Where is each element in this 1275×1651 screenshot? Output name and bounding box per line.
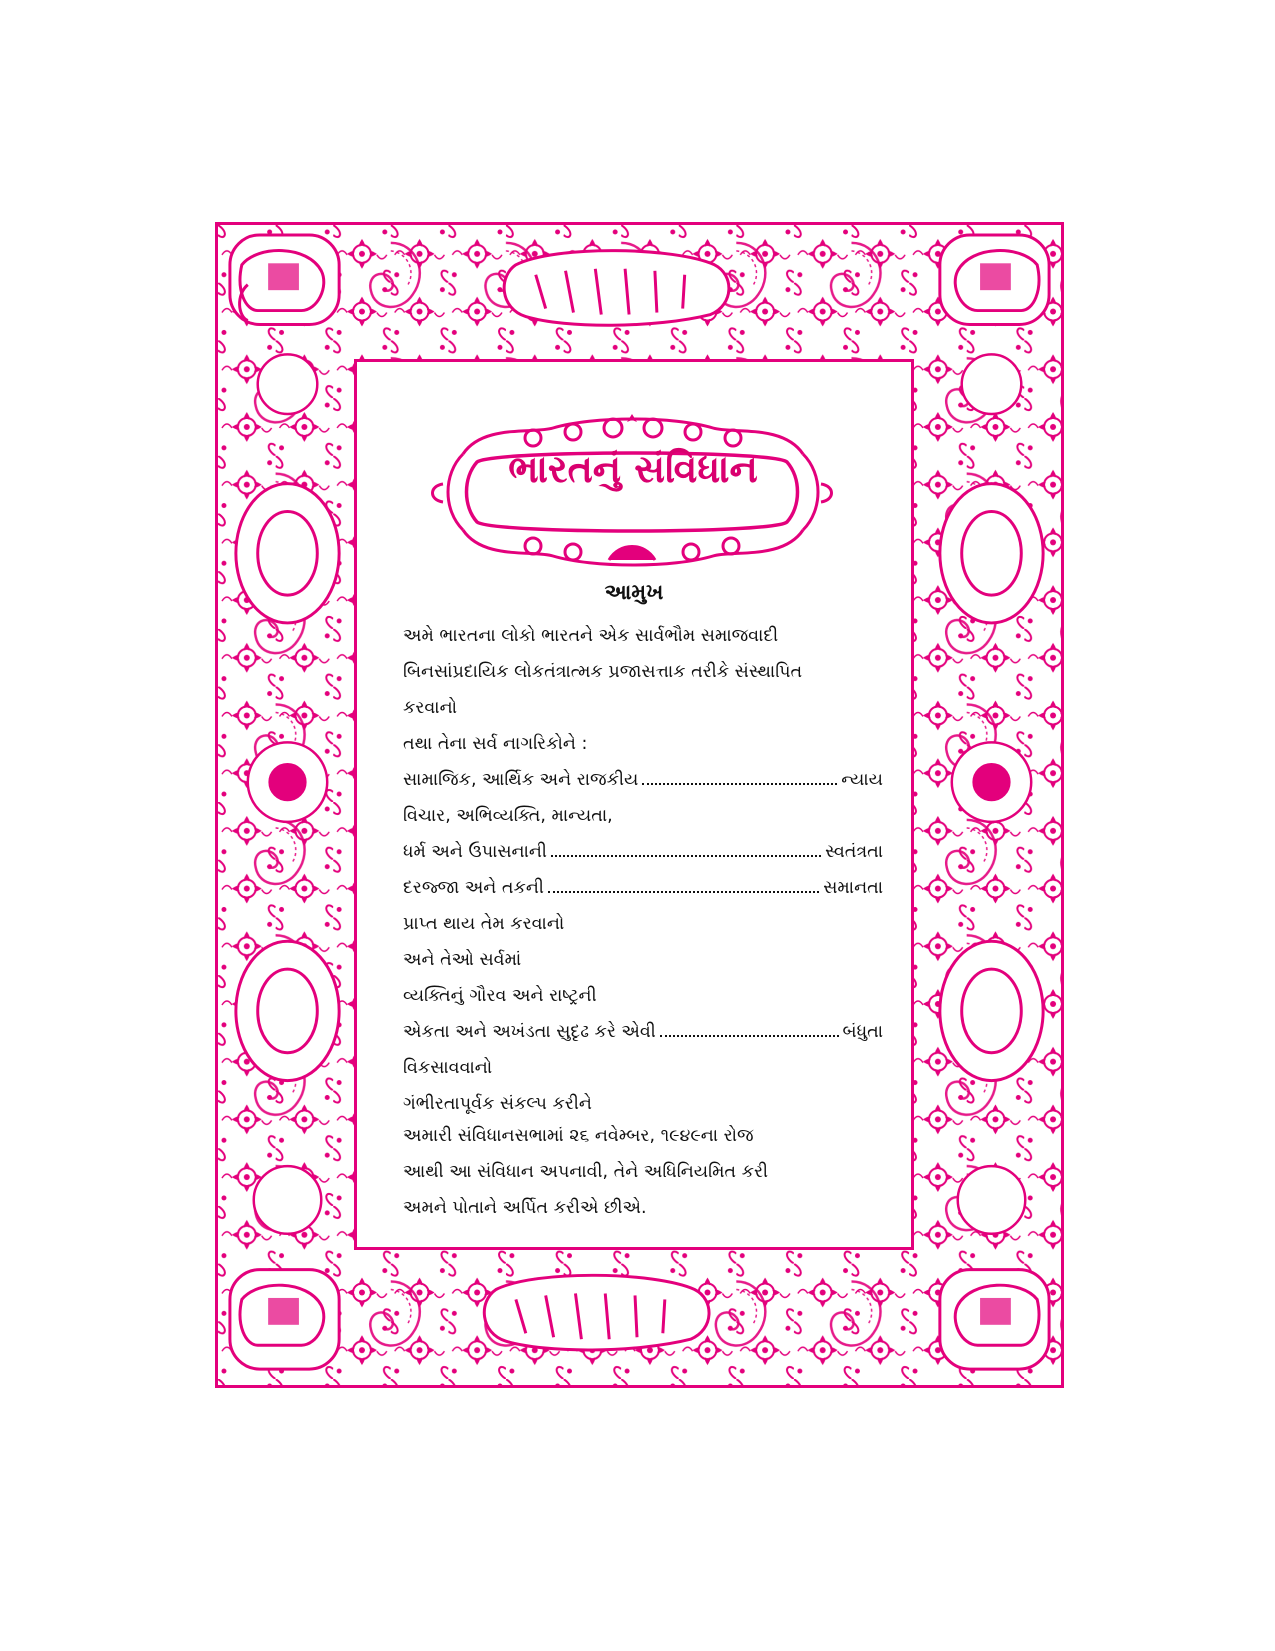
preamble-line: બિનસાંપ્રદાયિક લોકતંત્રાત્મક પ્રજાસત્તાક તરીકે સંસ્થાપિત <box>403 662 803 682</box>
preamble-line: અને તેઓ સર્વમાં <box>403 950 522 970</box>
ideal-term: બંધુતા <box>842 1022 883 1042</box>
ideal-thought: વિચાર, અભિવ્યક્તિ, માન્યતા, <box>403 806 613 826</box>
preamble-text <box>403 618 883 1122</box>
closing-line: અમારી સંવિધાનસભામાં ૨૬ નવેમ્બર, ૧૯૪૯ના રોજ <box>403 1126 754 1146</box>
ideal-lead: સામાજિક, આર્થિક અને રાજકીય <box>403 770 639 790</box>
preamble-line: ગંભીરતાપૂર્વક સંકલ્પ કરીને <box>403 1094 592 1114</box>
dotted-leader <box>642 783 837 785</box>
preamble-line: અમે ભારતના લોકો ભારતને એક સાર્વભૌમ સમાજવાદી <box>403 626 779 646</box>
elephant-icon <box>230 235 339 325</box>
preamble-line: વિકસાવવાનો <box>403 1058 493 1078</box>
ideal-term: સમાનતા <box>823 878 883 898</box>
preamble-panel <box>354 359 914 1250</box>
closing-line: અમને પોતાને અર્પિત કરીએ છીએ. <box>403 1198 647 1218</box>
document-title: ભારતનું સંવિધાન <box>508 447 758 491</box>
ideal-term: સ્વતંત્રતા <box>825 842 883 862</box>
ideal-lead: એકતા અને અખંડતા સુદૃઢ કરે એવી <box>403 1022 656 1042</box>
preamble-line: કરવાનો <box>403 698 458 718</box>
ideal-justice <box>403 762 883 798</box>
ideal-liberty <box>403 834 883 870</box>
preamble-line: વ્યક્તિનું ગૌરવ અને રાષ્ટ્રની <box>403 986 597 1006</box>
ideal-lead: દરજ્જા અને તકની <box>403 878 544 898</box>
dotted-leader <box>548 891 819 893</box>
dotted-leader <box>551 855 821 857</box>
ideal-lead: ધર્મ અને ઉપાસનાની <box>403 842 547 862</box>
closing-line: આથી આ સંવિધાન અપનાવી, તેને અધિનિયમિત કરી <box>403 1162 768 1182</box>
ideal-equality <box>403 870 883 906</box>
ideal-term: ન્યાય <box>841 770 883 790</box>
closing-paragraph <box>403 1118 883 1226</box>
ideal-fraternity <box>403 1014 883 1050</box>
preamble-line: તથા તેના સર્વ નાગરિકોને : <box>403 734 588 754</box>
preamble-heading: આમુખ <box>604 580 664 604</box>
dotted-leader <box>660 1035 839 1037</box>
preamble-line: પ્રાપ્ત થાય તેમ કરવાનો <box>403 914 565 934</box>
